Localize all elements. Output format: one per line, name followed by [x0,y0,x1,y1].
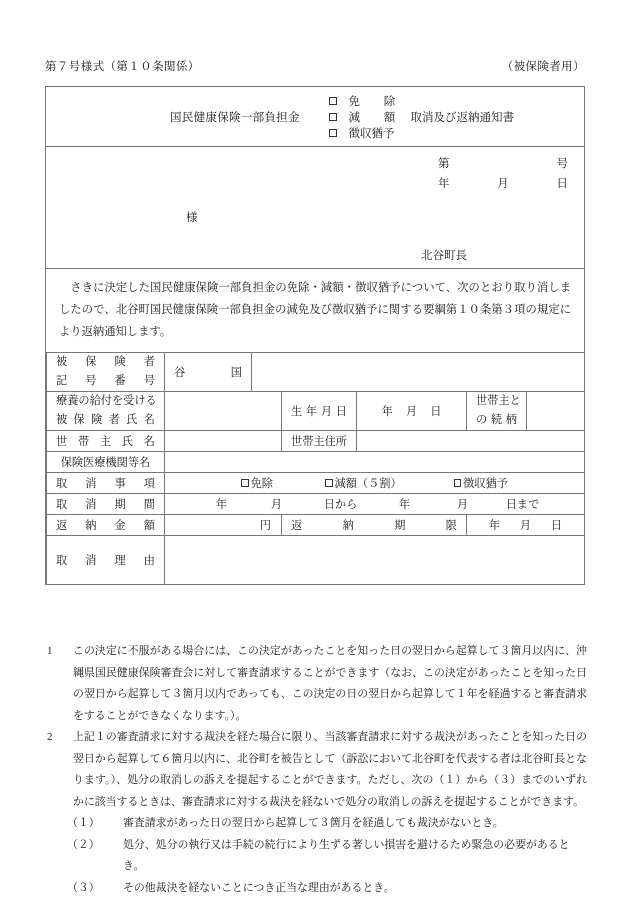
footer-note-1-number: 1 [47,645,53,657]
period-to-day: 日まで [505,499,540,511]
deadline-day-label: 日 [550,520,563,532]
insured-symbol-left: 谷 [174,367,231,379]
title-option-choshu-yuyo[interactable] [329,125,514,141]
footer-note-2-text: 上記１の審査請求に対する裁決を経た場合に限り、当該審査請求に対する裁決があったことを知った日の翌日から起算して６箇月以内に、北谷町を被告として（訴訟において北谷町を代表する者は北谷町長となります。）、処分の取消しの訴えを提起することができます。ただし、次の（１）から（３）までのいずれかに該当するときは、審査請求に対する裁決を経ないで処分の取消しの訴えを提起することができます。 [73,731,587,808]
document-number-line [438,155,568,171]
table-row-cancel-reason [47,536,585,584]
footer-subnote-1-number: （１） [67,817,100,829]
audience-note: （被保険者用） [501,61,585,73]
body-paragraph-band [46,269,584,353]
relation-value[interactable] [527,392,585,431]
footer-subnote-3 [45,878,587,900]
refund-amount-value[interactable] [165,515,282,536]
insured-number-label [47,353,165,392]
birth-year-label: 年 [381,406,393,418]
institution-label: 保険医療機関等名 [47,452,165,473]
footer-note-2-number: 2 [47,731,53,743]
footer-subnote-3-number: （３） [67,881,100,894]
checkbox-cancel-menjo-icon[interactable] [241,479,249,487]
form-number: 第７号様式（第１０条関係） [45,61,200,73]
title-band [46,87,584,147]
footer-subnote-2 [45,835,587,878]
insured-number-label-line2: 記号番号 [56,375,155,387]
title-option-label-b-0: 除 [383,96,396,108]
householder-name-value[interactable] [165,431,282,452]
title-option-label-a-2: 徴収猶予 [348,128,395,140]
cancel-items-label: 取消事項 [47,473,165,494]
footer-subnote-3-text: その他裁決を経ないことにつき正当な理由があるとき。 [123,881,395,894]
insured-symbol-right: 国 [230,367,242,379]
form-header-line [45,58,585,74]
addressee-honorific: 様 [186,212,198,224]
relation-label [467,392,527,431]
insured-symbol-cell[interactable] [165,353,252,392]
cancel-item-menjo[interactable] [241,475,273,491]
birth-month-label: 月 [405,406,418,418]
checkbox-cancel-choshu-yuyo-icon[interactable] [454,479,462,487]
title-option-gengaku[interactable] [329,109,514,125]
number-suffix: 号 [556,158,568,170]
refund-deadline-label: 返納期限 [282,515,467,536]
checkbox-choshu-yuyo-icon[interactable] [329,129,337,137]
recipient-label-line1: 療養の給付を受ける [56,395,157,407]
footer-note-2 [45,727,587,813]
period-from-day: 日から [323,499,358,511]
cancel-item-label-2: 徴収猶予 [463,478,508,490]
recipient-name-value[interactable] [165,392,282,431]
footer-subnote-1-text: 審査請求があった日の翌日から起算して３箇月を経過しても裁決がないとき。 [123,817,504,829]
period-to-month: 月 [456,499,469,511]
cancel-item-label-0: 免除 [250,478,273,490]
deadline-month-label: 月 [519,520,532,532]
address-band [46,147,584,269]
refund-amount-label: 返納金額 [47,515,165,536]
footer-notes [45,641,587,899]
cancel-reason-label: 取消理由 [47,536,165,584]
checkbox-menjo-icon[interactable] [329,97,337,105]
cancel-items-value [165,473,585,494]
householder-address-label: 世帯主住所 [282,431,357,452]
table-row-insured-number [47,353,585,392]
footer-subnote-2-number: （２） [67,838,100,851]
issuer-name: 北谷町長 [421,250,467,262]
recipient-label [47,392,165,431]
title-option-label-a-0: 免 [348,96,360,108]
form-frame [45,86,585,585]
table-row-cancel-items [47,473,585,494]
title-checkbox-group [329,93,514,141]
cancel-period-label: 取消期間 [47,494,165,515]
householder-address-value[interactable] [357,431,585,452]
insured-number-value[interactable] [252,353,585,392]
relation-label-line1: 世帯主と [476,395,521,407]
recipient-label-line2: 被保険者氏名 [56,414,155,426]
table-row-refund [47,515,585,536]
subject-label: 国民健康保険一部負担金 [170,112,300,124]
cancel-item-label-1: 減額（５割） [334,478,402,490]
cancel-period-value[interactable] [165,494,585,515]
data-table [46,353,585,584]
document-name: 取消及び返納通知書 [410,112,514,124]
period-from-year: 年 [215,499,228,511]
table-row-householder [47,431,585,452]
refund-deadline-value[interactable] [467,515,585,536]
relation-label-line2: の続柄 [476,414,517,426]
title-option-label-b-1: 額 [383,112,396,124]
period-to-year: 年 [398,499,411,511]
title-option-menjo[interactable] [329,93,514,109]
date-month-label: 月 [497,178,509,190]
cancel-reason-value[interactable] [165,536,585,584]
footer-note-1-text: この決定に不服がある場合には、この決定があったことを知った日の翌日から起算して３箇月以内に、沖縄県国民健康保険審査会に対して審査請求することができます（なお、この決定があったことを知った日の翌日から起算して３箇月以内であっても、この決定の日の翌日から起算して１年を経過すると審査請求をすることができなくなります。）。 [73,645,587,722]
table-row-recipient [47,392,585,431]
date-day-label: 日 [556,178,568,190]
table-row-institution [47,452,585,473]
deadline-year-label: 年 [488,520,501,532]
householder-name-label: 世帯主氏名 [47,431,165,452]
birthdate-label: 生年月日 [282,392,357,431]
cancel-item-choshu-yuyo[interactable] [454,475,508,491]
title-option-label-a-1: 減 [348,112,360,124]
date-year-label: 年 [438,178,450,190]
birthdate-value[interactable] [357,392,467,431]
footer-note-1 [45,641,587,727]
insured-number-label-line1: 被保険者 [56,356,155,368]
cancel-item-gengaku[interactable] [325,475,402,491]
checkbox-gengaku-icon[interactable] [329,113,337,121]
footer-subnote-2-text: 処分、処分の執行又は手続の続行により生ずる著しい損害を避けるため緊急の必要があるとき。 [123,838,570,872]
table-row-cancel-period [47,494,585,515]
institution-value[interactable] [165,452,585,473]
number-prefix: 第 [438,158,450,170]
checkbox-cancel-gengaku-icon[interactable] [325,479,333,487]
document-date-line [438,175,568,191]
refund-currency-unit: 円 [259,520,271,532]
period-from-month: 月 [270,499,283,511]
body-paragraph: さきに決定した国民健康保険一部負担金の免除・減額・徴収猶予について、次のとおり取り消しましたので、北谷町国民健康保険一部負担金の減免及び徴収猶予に関する要綱第１０条第３項の規定により返納通知します。 [59,282,571,338]
birth-day-label: 日 [430,406,442,418]
data-table-band [46,353,584,584]
footer-subnote-1 [45,813,587,835]
